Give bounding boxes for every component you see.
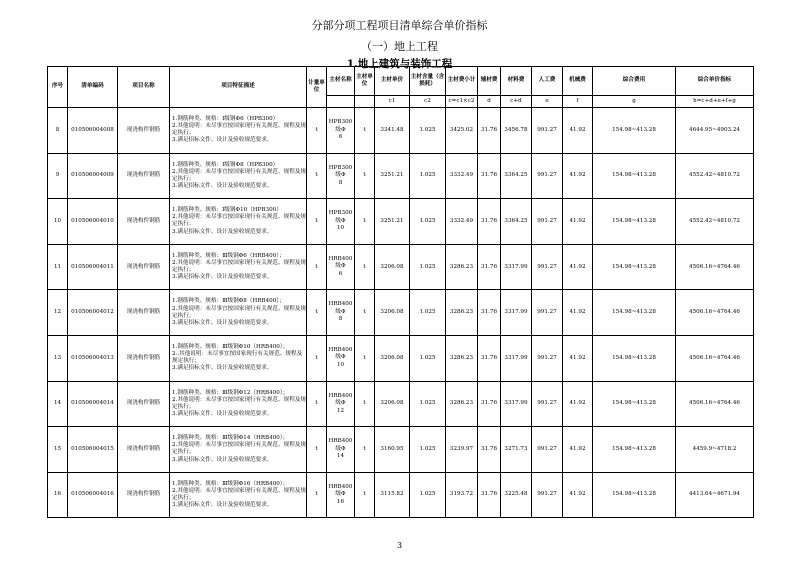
cell-material: 3364.25 bbox=[501, 199, 532, 245]
table-row bbox=[48, 244, 754, 290]
cell-mat-price: 3160.95 bbox=[375, 427, 410, 473]
desc-line: 1.钢筋种类、规格：Ⅰ级钢Φ6（HPB300） bbox=[172, 115, 279, 122]
header-name: 项目名称 bbox=[118, 67, 170, 108]
subheader-f: f bbox=[563, 96, 593, 108]
cell-material: 3364.25 bbox=[501, 153, 532, 199]
desc-line: 2.其他说明：未尽事宜按国家现行有关规范、规程及规定执行； bbox=[172, 487, 306, 502]
cell-desc bbox=[170, 472, 307, 518]
cell-mat-name bbox=[327, 427, 355, 473]
cell-aux: 31.76 bbox=[478, 290, 501, 336]
cell-mat-content: 1.025 bbox=[410, 290, 446, 336]
subheader-blank bbox=[327, 96, 355, 108]
mat-name-line: 8 bbox=[338, 316, 343, 323]
cell-aux: 31.76 bbox=[478, 427, 501, 473]
table-row bbox=[48, 153, 754, 199]
cell-composite: 154.98~413.28 bbox=[593, 153, 676, 199]
cell-unit: t bbox=[307, 108, 327, 154]
cell-mat-unit: t bbox=[355, 335, 375, 381]
cell-mat-unit: t bbox=[355, 153, 375, 199]
subheader-cd: c+d bbox=[501, 96, 532, 108]
desc-line: 2.其他说明：未尽事宜按国家现行有关规范、规程及规定执行； bbox=[172, 396, 306, 410]
desc-line: 3.满足招标文件、设计及验收规范要求。 bbox=[172, 411, 273, 418]
cell-labor: 991.27 bbox=[532, 427, 563, 473]
subheader-d: d bbox=[478, 96, 501, 108]
subheader-g: g bbox=[593, 96, 676, 108]
cell-desc bbox=[170, 290, 307, 336]
cell-unit: t bbox=[307, 472, 327, 518]
cell-labor: 991.27 bbox=[532, 153, 563, 199]
cell-mat-unit: t bbox=[355, 199, 375, 245]
desc-line: 1.钢筋种类、规格：Ⅰ级钢Φ8（HPB300） bbox=[172, 161, 279, 168]
cell-mat-name bbox=[327, 335, 355, 381]
cell-mat-unit: t bbox=[355, 472, 375, 518]
table-row bbox=[48, 427, 754, 473]
desc-line: 3.满足招标文件、设计及验收规范要求。 bbox=[172, 228, 273, 235]
header-composite: 综合费用 bbox=[593, 67, 676, 96]
mat-name-line: 8 bbox=[338, 179, 343, 186]
header-unit: 计量单位 bbox=[307, 67, 327, 108]
mat-name-line: 10 bbox=[336, 225, 345, 232]
cell-aux: 31.76 bbox=[478, 335, 501, 381]
mat-name-line: HRB400级Φ bbox=[328, 346, 353, 361]
cell-machine: 41.92 bbox=[563, 108, 593, 154]
cell-mat-price: 3206.08 bbox=[375, 381, 410, 427]
cell-mat-content: 1.025 bbox=[410, 153, 446, 199]
cell-machine: 41.92 bbox=[563, 472, 593, 518]
cell-composite: 154.98~413.28 bbox=[593, 381, 676, 427]
cell-machine: 41.92 bbox=[563, 153, 593, 199]
cell-mat-subtotal: 3286.23 bbox=[446, 335, 478, 381]
cell-labor: 991.27 bbox=[532, 290, 563, 336]
table-body bbox=[48, 108, 754, 518]
cell-composite: 154.98~413.28 bbox=[593, 290, 676, 336]
table-row bbox=[48, 472, 754, 518]
cell-unit: t bbox=[307, 199, 327, 245]
cell-material: 3317.99 bbox=[501, 381, 532, 427]
cell-seq: 8 bbox=[48, 108, 68, 154]
cell-index: 4459.9~4718.2 bbox=[676, 427, 754, 473]
cell-composite: 154.98~413.28 bbox=[593, 335, 676, 381]
desc-line: 2..其他说明：未尽事宜按国家现行有关规范、规程及规定执行； bbox=[172, 351, 303, 365]
cell-material: 3317.99 bbox=[501, 290, 532, 336]
cell-aux: 31.76 bbox=[478, 381, 501, 427]
table-row bbox=[48, 381, 754, 427]
cell-unit: t bbox=[307, 381, 327, 427]
cell-machine: 41.92 bbox=[563, 199, 593, 245]
cell-material: 3456.78 bbox=[501, 108, 532, 154]
cell-mat-price: 3251.21 bbox=[375, 199, 410, 245]
desc-line: 1.钢筋种类、规格：Ⅰ级钢Φ10（HPB300） bbox=[172, 207, 282, 214]
table-row bbox=[48, 290, 754, 336]
cell-mat-content: 1.025 bbox=[410, 427, 446, 473]
table-row bbox=[48, 108, 754, 154]
cell-aux: 31.76 bbox=[478, 199, 501, 245]
cell-desc bbox=[170, 199, 307, 245]
desc-line: 1.钢筋种类、规格：Ⅲ级钢Φ16（HRB400）； bbox=[172, 480, 289, 487]
mat-name-line: 6 bbox=[338, 270, 343, 277]
cell-index: 4506.16~4764.46 bbox=[676, 381, 754, 427]
cell-desc bbox=[170, 108, 307, 154]
mat-name-line: 14 bbox=[336, 453, 345, 460]
cell-mat-name bbox=[327, 472, 355, 518]
cell-code: 010506004013 bbox=[68, 335, 118, 381]
subheader-h: h=c+d+e+f+g bbox=[676, 96, 754, 108]
cell-material: 3225.48 bbox=[501, 472, 532, 518]
header-mat-content: 主材含量（含损耗） bbox=[410, 67, 446, 96]
document-title: 分部分项工程项目清单综合单价指标 bbox=[311, 19, 488, 32]
cell-mat-subtotal: 3286.23 bbox=[446, 244, 478, 290]
cell-mat-subtotal: 3193.72 bbox=[446, 472, 478, 518]
header-mat-subtotal: 主材费小计 bbox=[446, 67, 478, 96]
cell-mat-name bbox=[327, 199, 355, 245]
cell-desc bbox=[170, 153, 307, 199]
cell-seq: 14 bbox=[48, 381, 68, 427]
cell-name: 现浇构件钢筋 bbox=[118, 244, 170, 290]
cell-aux: 31.76 bbox=[478, 153, 501, 199]
cell-seq: 12 bbox=[48, 290, 68, 336]
mat-name-line: HPB300级Φ bbox=[328, 164, 353, 179]
cell-labor: 991.27 bbox=[532, 244, 563, 290]
cell-desc bbox=[170, 335, 307, 381]
mat-name-line: 12 bbox=[336, 407, 345, 414]
cell-unit: t bbox=[307, 427, 327, 473]
cell-machine: 41.92 bbox=[563, 335, 593, 381]
unit-price-table bbox=[47, 66, 754, 518]
desc-line: 3.满足招标文件、设计及验收规范要求。 bbox=[172, 137, 273, 144]
header-seq: 序号 bbox=[48, 67, 68, 108]
cell-index: 4506.16~4764.46 bbox=[676, 290, 754, 336]
cell-name: 现浇构件钢筋 bbox=[118, 381, 170, 427]
subheader-c2: c2 bbox=[410, 96, 446, 108]
cell-code: 010506004008 bbox=[68, 108, 118, 154]
cell-index: 4552.42~4810.72 bbox=[676, 199, 754, 245]
mat-name-line: 6 bbox=[338, 134, 343, 141]
mat-name-line: HPB300级Φ bbox=[328, 210, 353, 224]
cell-mat-unit: t bbox=[355, 290, 375, 336]
page-number: 3 bbox=[396, 541, 403, 550]
header-mat-unit: 主材单位 bbox=[355, 67, 375, 96]
cell-mat-content: 1.025 bbox=[410, 244, 446, 290]
desc-line: 2.其他说明：未尽事宜按国家现行有关规范、规程及规定执行； bbox=[172, 168, 306, 182]
header-desc: 项目特征描述 bbox=[170, 67, 307, 108]
desc-line: 2.其他说明：未尽事宜按国家现行有关规范、规程及规定执行； bbox=[172, 442, 306, 456]
cell-unit: t bbox=[307, 153, 327, 199]
header-mat-price: 主材单价 bbox=[375, 67, 410, 96]
mat-name-line: 16 bbox=[336, 498, 345, 505]
cell-code: 010506004011 bbox=[68, 244, 118, 290]
cell-seq: 10 bbox=[48, 199, 68, 245]
cell-mat-content: 1.025 bbox=[410, 472, 446, 518]
cell-seq: 15 bbox=[48, 427, 68, 473]
cell-seq: 9 bbox=[48, 153, 68, 199]
cell-index: 4552.42~4810.72 bbox=[676, 153, 754, 199]
cell-mat-unit: t bbox=[355, 108, 375, 154]
cell-composite: 154.98~413.28 bbox=[593, 199, 676, 245]
cell-index: 4413.64~4671.94 bbox=[676, 472, 754, 518]
cell-index: 4644.95~4903.24 bbox=[676, 108, 754, 154]
mat-name-line: 10 bbox=[336, 362, 345, 369]
cell-index: 4506.16~4764.46 bbox=[676, 335, 754, 381]
cell-unit: t bbox=[307, 335, 327, 381]
cell-code: 010506004016 bbox=[68, 472, 118, 518]
cell-code: 010506004015 bbox=[68, 427, 118, 473]
cell-name: 现浇构件钢筋 bbox=[118, 153, 170, 199]
cell-mat-subtotal: 3332.49 bbox=[446, 153, 478, 199]
cell-machine: 41.92 bbox=[563, 381, 593, 427]
mat-name-line: HPB300级Φ bbox=[328, 118, 353, 133]
cell-name: 现浇构件钢筋 bbox=[118, 472, 170, 518]
cell-labor: 991.27 bbox=[532, 199, 563, 245]
desc-line: 2.其他说明：未尽事宜按国家现行有关规范、规程及规定执行； bbox=[172, 123, 306, 137]
cell-unit: t bbox=[307, 244, 327, 290]
header-labor: 人工费 bbox=[532, 67, 563, 96]
cell-desc bbox=[170, 427, 307, 473]
desc-line: 1.钢筋种类、规格：Ⅲ级钢Φ12（HRB400）； bbox=[172, 389, 289, 396]
section-title: 1.地上建筑与装饰工程 bbox=[346, 58, 453, 70]
header-aux: 辅材费 bbox=[478, 67, 501, 96]
desc-line: 3.满足招标文件、设计及验收规范要求。 bbox=[172, 456, 273, 463]
subheader-c: c=c1×c2 bbox=[446, 96, 478, 108]
mat-name-line: HRB400级Φ bbox=[328, 255, 353, 270]
mat-name-line: HRB400级Φ bbox=[328, 483, 353, 498]
cell-unit: t bbox=[307, 290, 327, 336]
subheader-blank bbox=[355, 96, 375, 108]
cell-mat-content: 1.025 bbox=[410, 199, 446, 245]
cell-mat-subtotal: 3286.23 bbox=[446, 290, 478, 336]
desc-line: 1.钢筋种类、规格：Ⅲ级钢Φ6（HRB400）； bbox=[172, 252, 285, 259]
cell-seq: 11 bbox=[48, 244, 68, 290]
cell-machine: 41.92 bbox=[563, 290, 593, 336]
cell-material: 3271.73 bbox=[501, 427, 532, 473]
cell-composite: 154.98~413.28 bbox=[593, 427, 676, 473]
header-row bbox=[48, 67, 754, 96]
cell-labor: 991.27 bbox=[532, 335, 563, 381]
desc-line: 3.满足招标文件、设计及验收规范要求。 bbox=[172, 274, 273, 281]
cell-code: 010506004009 bbox=[68, 153, 118, 199]
cell-aux: 31.76 bbox=[478, 244, 501, 290]
cell-mat-name bbox=[327, 153, 355, 199]
cell-machine: 41.92 bbox=[563, 244, 593, 290]
cell-aux: 31.76 bbox=[478, 472, 501, 518]
desc-line: 3.满足招标文件、设计及验收规范要求。 bbox=[172, 502, 273, 509]
cell-mat-subtotal: 3332.49 bbox=[446, 199, 478, 245]
header-machine: 机械费 bbox=[563, 67, 593, 96]
desc-line: 2.其他说明：未尽事宜按国家现行有关规范、规程及规定执行； bbox=[172, 214, 306, 228]
cell-material: 3317.99 bbox=[501, 335, 532, 381]
cell-mat-price: 3206.08 bbox=[375, 244, 410, 290]
cell-code: 010506004010 bbox=[68, 199, 118, 245]
cell-mat-unit: t bbox=[355, 381, 375, 427]
desc-line: 1.钢筋种类、规格：Ⅲ级钢Φ8（HRB400）； bbox=[172, 298, 285, 305]
table-row bbox=[48, 335, 754, 381]
desc-line: 1.钢筋种类、规格：Ⅲ级钢Φ14（HRB400）； bbox=[172, 435, 289, 442]
mat-name-line: HRB400级Φ bbox=[328, 301, 353, 315]
table-row bbox=[48, 199, 754, 245]
cell-material: 3317.99 bbox=[501, 244, 532, 290]
header-code: 清单编码 bbox=[68, 67, 118, 108]
cell-name: 现浇构件钢筋 bbox=[118, 335, 170, 381]
cell-name: 现浇构件钢筋 bbox=[118, 108, 170, 154]
subheader-e: e bbox=[532, 96, 563, 108]
cell-labor: 991.27 bbox=[532, 108, 563, 154]
cell-mat-price: 3206.08 bbox=[375, 290, 410, 336]
cell-mat-price: 3251.21 bbox=[375, 153, 410, 199]
cell-code: 010506004014 bbox=[68, 381, 118, 427]
desc-line: 3.满足招标文件、设计及验收规范要求。 bbox=[172, 365, 273, 372]
header-material: 材料费 bbox=[501, 67, 532, 96]
mat-name-line: HRB400级Φ bbox=[328, 438, 353, 452]
cell-composite: 154.98~413.28 bbox=[593, 244, 676, 290]
cell-mat-content: 1.025 bbox=[410, 381, 446, 427]
cell-mat-content: 1.025 bbox=[410, 335, 446, 381]
cell-mat-price: 3115.82 bbox=[375, 472, 410, 518]
cell-mat-unit: t bbox=[355, 427, 375, 473]
desc-line: 2.其他说明：未尽事宜按国家现行有关规范、规程及规定执行； bbox=[172, 259, 306, 274]
cell-seq: 13 bbox=[48, 335, 68, 381]
desc-line: 3.满足招标文件、设计及验收规范要求。 bbox=[172, 319, 273, 326]
cell-mat-price: 3206.08 bbox=[375, 335, 410, 381]
cell-desc bbox=[170, 244, 307, 290]
cell-mat-subtotal: 3425.02 bbox=[446, 108, 478, 154]
cell-composite: 154.98~413.28 bbox=[593, 472, 676, 518]
cell-mat-name bbox=[327, 244, 355, 290]
cell-code: 010506004012 bbox=[68, 290, 118, 336]
subheader-c1: c1 bbox=[375, 96, 410, 108]
cell-mat-name bbox=[327, 108, 355, 154]
desc-line: 1.钢筋种类、规格：Ⅲ级钢Φ10（HRB400）； bbox=[172, 343, 289, 350]
cell-desc bbox=[170, 381, 307, 427]
header-mat-name: 主材名称 bbox=[327, 67, 355, 96]
cell-mat-name bbox=[327, 290, 355, 336]
cell-aux: 31.76 bbox=[478, 108, 501, 154]
cell-labor: 991.27 bbox=[532, 381, 563, 427]
cell-name: 现浇构件钢筋 bbox=[118, 427, 170, 473]
cell-machine: 41.92 bbox=[563, 427, 593, 473]
cell-mat-content: 1.025 bbox=[410, 108, 446, 154]
cell-seq: 16 bbox=[48, 472, 68, 518]
cell-labor: 991.27 bbox=[532, 472, 563, 518]
cell-mat-unit: t bbox=[355, 244, 375, 290]
cell-name: 现浇构件钢筋 bbox=[118, 290, 170, 336]
desc-line: 2.其他说明：未尽事宜按国家现行有关规范、规程及规定执行； bbox=[172, 305, 306, 319]
cell-mat-subtotal: 3239.97 bbox=[446, 427, 478, 473]
mat-name-line: HRB400级Φ bbox=[328, 392, 353, 407]
cell-name: 现浇构件钢筋 bbox=[118, 199, 170, 245]
cell-index: 4506.16~4764.46 bbox=[676, 244, 754, 290]
cell-mat-subtotal: 3286.23 bbox=[446, 381, 478, 427]
header-index: 综合单价指标 bbox=[676, 67, 754, 96]
desc-line: 3.满足招标文件、设计及验收规范要求。 bbox=[172, 183, 273, 190]
document-subtitle: （一）地上工程 bbox=[361, 40, 438, 53]
cell-mat-price: 3341.48 bbox=[375, 108, 410, 154]
cell-mat-name bbox=[327, 381, 355, 427]
cell-composite: 154.98~413.28 bbox=[593, 108, 676, 154]
